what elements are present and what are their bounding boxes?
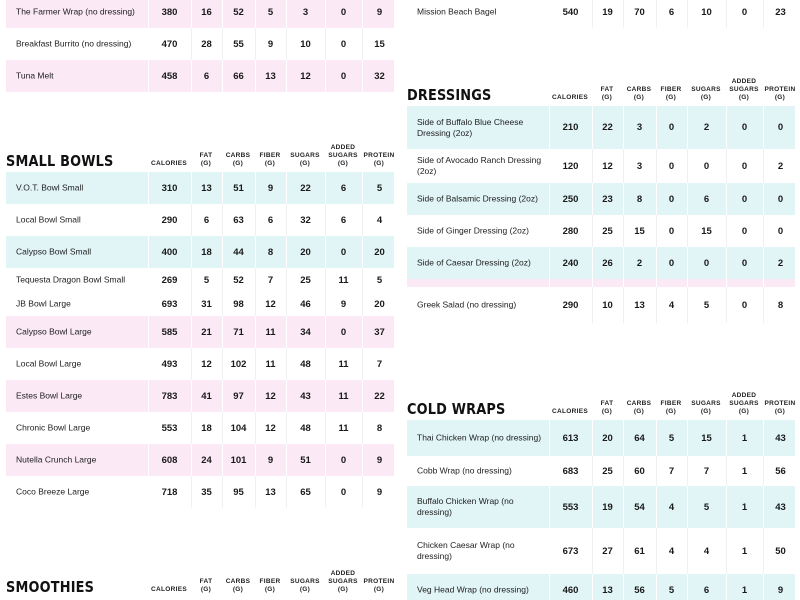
value-added-sugars: 0 xyxy=(726,149,762,183)
table-row xyxy=(407,279,795,287)
value-fiber: 12 xyxy=(255,292,285,316)
value-fiber: 5 xyxy=(255,0,285,28)
smoothies-title: SMOOTHIES xyxy=(6,578,95,596)
value-protein: 43 xyxy=(763,420,797,456)
value-fat: 12 xyxy=(592,149,622,183)
cold-wraps-header xyxy=(407,380,795,420)
value-fat: 26 xyxy=(592,247,622,279)
value-calories: 280 xyxy=(549,215,591,247)
table-row xyxy=(407,287,795,323)
value-protein: 15 xyxy=(362,28,396,60)
value-carbs: 54 xyxy=(623,486,655,528)
value-protein: 8 xyxy=(763,287,797,323)
value-fiber: 0 xyxy=(656,183,686,215)
item-name: Chronic Bowl Large xyxy=(16,422,91,433)
value-protein: 37 xyxy=(362,316,396,348)
column-header-protein: PROTEIN (G) xyxy=(363,578,395,593)
value-protein: 9 xyxy=(362,476,396,508)
value-fiber: 0 xyxy=(656,106,686,149)
column-header-sugars: SUGARS (G) xyxy=(691,86,721,101)
column-header-carbs: CARBS (G) xyxy=(626,86,652,101)
value-carbs: 64 xyxy=(623,420,655,456)
item-name: Coco Breeze Large xyxy=(16,486,90,497)
table-row xyxy=(407,247,795,279)
value-added-sugars: 0 xyxy=(726,106,762,149)
value-sugars: 48 xyxy=(286,348,324,380)
value-calories: 553 xyxy=(549,486,591,528)
value-fat: 12 xyxy=(191,348,221,380)
value-carbs: 61 xyxy=(623,528,655,574)
value-sugars: 12 xyxy=(286,60,324,92)
value-protein: 50 xyxy=(763,528,797,574)
value-protein: 2 xyxy=(763,247,797,279)
value-fat: 19 xyxy=(592,0,622,28)
table-row xyxy=(6,172,394,204)
column-header-fat: FAT (G) xyxy=(199,152,213,167)
small-bowls-title: SMALL BOWLS xyxy=(6,152,114,170)
value-calories: 693 xyxy=(148,292,190,316)
column-header-fat: FAT (G) xyxy=(199,578,213,593)
column-header-carbs: CARBS (G) xyxy=(225,578,251,593)
item-name: The Farmer Wrap (no dressing) xyxy=(16,6,135,17)
value-added-sugars xyxy=(726,279,762,287)
value-calories: 400 xyxy=(148,236,190,268)
column-header-added-sugars: ADDED SUGARS (G) xyxy=(328,570,358,593)
item-name: Local Bowl Small xyxy=(16,214,81,225)
value-fiber: 12 xyxy=(255,380,285,412)
table-row xyxy=(407,574,795,600)
value-protein: 7 xyxy=(362,348,396,380)
item-name: Side of Caesar Dressing (2oz) xyxy=(417,257,531,268)
value-fiber: 11 xyxy=(255,316,285,348)
value-carbs: 44 xyxy=(222,236,254,268)
value-added-sugars: 0 xyxy=(726,287,762,323)
value-fiber: 8 xyxy=(255,236,285,268)
item-name: Local Bowl Large xyxy=(16,358,82,369)
value-carbs: 8 xyxy=(623,183,655,215)
value-calories: 783 xyxy=(148,380,190,412)
item-name: Side of Balsamic Dressing (2oz) xyxy=(417,193,538,204)
value-sugars: 6 xyxy=(687,574,725,600)
value-carbs: 60 xyxy=(623,456,655,486)
value-fiber: 7 xyxy=(656,456,686,486)
value-protein: 5 xyxy=(362,268,396,292)
value-sugars: 6 xyxy=(687,183,725,215)
table-row xyxy=(6,476,394,508)
item-name: Nutella Crunch Large xyxy=(16,454,97,465)
value-carbs: 104 xyxy=(222,412,254,444)
value-carbs xyxy=(623,279,655,287)
table-row xyxy=(6,292,394,316)
column-header-protein: PROTEIN (G) xyxy=(363,152,395,167)
value-added-sugars: 0 xyxy=(325,0,361,28)
column-header-calories: CALORIES xyxy=(151,160,187,167)
value-fat: 28 xyxy=(191,28,221,60)
value-calories: 718 xyxy=(148,476,190,508)
column-header-added-sugars: ADDED SUGARS (G) xyxy=(729,78,759,101)
column-header-sugars: SUGARS (G) xyxy=(290,152,320,167)
value-fiber: 5 xyxy=(656,574,686,600)
value-fiber: 7 xyxy=(255,268,285,292)
column-header-calories: CALORIES xyxy=(151,586,187,593)
value-added-sugars: 11 xyxy=(325,380,361,412)
dressings-title: DRESSINGS xyxy=(407,86,492,104)
value-fat: 20 xyxy=(592,420,622,456)
value-fat: 41 xyxy=(191,380,221,412)
value-fat: 23 xyxy=(592,183,622,215)
value-sugars: 15 xyxy=(687,420,725,456)
value-carbs: 55 xyxy=(222,28,254,60)
value-protein: 23 xyxy=(763,0,797,28)
value-fat xyxy=(592,279,622,287)
column-header-sugars: SUGARS (G) xyxy=(290,578,320,593)
value-fiber: 9 xyxy=(255,444,285,476)
column-header-carbs: CARBS (G) xyxy=(626,400,652,415)
value-sugars: 48 xyxy=(286,412,324,444)
value-fiber: 0 xyxy=(656,149,686,183)
value-carbs: 98 xyxy=(222,292,254,316)
item-name: Breakfast Burrito (no dressing) xyxy=(16,38,132,49)
value-fat: 27 xyxy=(592,528,622,574)
value-calories: 290 xyxy=(549,287,591,323)
value-sugars: 4 xyxy=(687,528,725,574)
value-calories: 210 xyxy=(549,106,591,149)
column-header-sugars: SUGARS (G) xyxy=(691,400,721,415)
value-protein: 5 xyxy=(362,172,396,204)
table-row xyxy=(6,268,394,292)
column-header-protein: PROTEIN (G) xyxy=(764,400,796,415)
item-name: Buffalo Chicken Wrap (no dressing) xyxy=(417,496,514,517)
value-carbs: 66 xyxy=(222,60,254,92)
value-protein xyxy=(763,279,797,287)
column-header-added-sugars: ADDED SUGARS (G) xyxy=(729,392,759,415)
column-header-added-sugars: ADDED SUGARS (G) xyxy=(328,144,358,167)
value-calories: 250 xyxy=(549,183,591,215)
value-fat: 25 xyxy=(592,215,622,247)
value-calories: 470 xyxy=(148,28,190,60)
table-row xyxy=(6,348,394,380)
value-fat: 6 xyxy=(191,60,221,92)
value-fat: 19 xyxy=(592,486,622,528)
table-row xyxy=(407,183,795,215)
value-added-sugars: 0 xyxy=(726,215,762,247)
cold-wraps-title: COLD WRAPS xyxy=(407,400,506,418)
table-row xyxy=(407,486,795,528)
value-fiber: 13 xyxy=(255,60,285,92)
value-sugars: 46 xyxy=(286,292,324,316)
table-row xyxy=(407,420,795,456)
value-sugars: 65 xyxy=(286,476,324,508)
value-sugars: 5 xyxy=(687,287,725,323)
value-carbs: 97 xyxy=(222,380,254,412)
value-added-sugars: 0 xyxy=(726,247,762,279)
item-name: JB Bowl Large xyxy=(16,298,71,309)
value-carbs: 63 xyxy=(222,204,254,236)
value-sugars: 7 xyxy=(687,456,725,486)
value-protein: 20 xyxy=(362,292,396,316)
value-fiber: 5 xyxy=(656,420,686,456)
value-added-sugars: 6 xyxy=(325,204,361,236)
value-protein: 9 xyxy=(763,574,797,600)
value-carbs: 51 xyxy=(222,172,254,204)
value-carbs: 3 xyxy=(623,106,655,149)
item-name: Estes Bowl Large xyxy=(16,390,83,401)
value-calories: 460 xyxy=(549,574,591,600)
value-calories xyxy=(549,279,591,287)
item-name: Chicken Caesar Wrap (no dressing) xyxy=(417,540,515,561)
value-sugars: 0 xyxy=(687,149,725,183)
table-row xyxy=(6,0,394,28)
value-fat: 13 xyxy=(592,574,622,600)
item-name: Calypso Bowl Small xyxy=(16,246,92,257)
value-carbs: 3 xyxy=(623,149,655,183)
value-carbs: 70 xyxy=(623,0,655,28)
value-added-sugars: 0 xyxy=(325,60,361,92)
value-protein: 9 xyxy=(362,444,396,476)
value-fiber: 4 xyxy=(656,287,686,323)
value-sugars: 32 xyxy=(286,204,324,236)
value-carbs: 13 xyxy=(623,287,655,323)
value-calories: 269 xyxy=(148,268,190,292)
column-header-fiber: FIBER (G) xyxy=(259,152,281,167)
value-protein: 0 xyxy=(763,215,797,247)
value-protein: 8 xyxy=(362,412,396,444)
table-row xyxy=(407,456,795,486)
value-fat: 6 xyxy=(191,204,221,236)
value-fiber: 6 xyxy=(255,204,285,236)
value-carbs: 15 xyxy=(623,215,655,247)
value-calories: 608 xyxy=(148,444,190,476)
table-row xyxy=(407,106,795,149)
column-header-calories: CALORIES xyxy=(552,94,588,101)
value-sugars: 5 xyxy=(687,486,725,528)
value-fiber: 11 xyxy=(255,348,285,380)
value-carbs: 2 xyxy=(623,247,655,279)
value-carbs: 102 xyxy=(222,348,254,380)
value-protein: 43 xyxy=(763,486,797,528)
right-top-rows xyxy=(407,0,795,28)
cold-wraps-section xyxy=(407,380,795,600)
value-fat: 25 xyxy=(592,456,622,486)
column-header-fiber: FIBER (G) xyxy=(660,86,682,101)
item-name: Greek Salad (no dressing) xyxy=(417,299,517,310)
value-calories: 380 xyxy=(148,0,190,28)
value-sugars: 10 xyxy=(687,0,725,28)
column-header-fat: FAT (G) xyxy=(600,86,614,101)
value-protein: 0 xyxy=(763,183,797,215)
value-fat: 24 xyxy=(191,444,221,476)
value-sugars: 0 xyxy=(687,247,725,279)
value-fat: 13 xyxy=(191,172,221,204)
value-carbs: 52 xyxy=(222,268,254,292)
smoothies-section xyxy=(6,558,394,598)
item-name: Side of Ginger Dressing (2oz) xyxy=(417,225,529,236)
value-added-sugars: 0 xyxy=(325,444,361,476)
value-calories: 310 xyxy=(148,172,190,204)
left-top-rows xyxy=(6,0,394,92)
value-fiber: 9 xyxy=(255,172,285,204)
value-added-sugars: 11 xyxy=(325,268,361,292)
value-added-sugars: 0 xyxy=(726,0,762,28)
value-added-sugars: 9 xyxy=(325,292,361,316)
value-fiber: 0 xyxy=(656,215,686,247)
item-name: Mission Beach Bagel xyxy=(417,6,497,17)
value-fat: 31 xyxy=(191,292,221,316)
value-sugars: 43 xyxy=(286,380,324,412)
item-name: Side of Buffalo Blue Cheese Dressing (2oz) xyxy=(417,116,524,138)
column-header-fiber: FIBER (G) xyxy=(660,400,682,415)
dressings-section xyxy=(407,66,795,323)
item-name: Tuna Melt xyxy=(16,70,54,81)
value-fiber: 12 xyxy=(255,412,285,444)
value-sugars: 3 xyxy=(286,0,324,28)
item-name: Calypso Bowl Large xyxy=(16,326,92,337)
value-carbs: 56 xyxy=(623,574,655,600)
value-fat: 35 xyxy=(191,476,221,508)
dressings-header xyxy=(407,66,795,106)
value-protein: 0 xyxy=(763,106,797,149)
small-bowls-header xyxy=(6,132,394,172)
item-name: Thai Chicken Wrap (no dressing) xyxy=(417,432,542,443)
table-row xyxy=(6,316,394,348)
column-header-calories: CALORIES xyxy=(552,408,588,415)
value-calories: 240 xyxy=(549,247,591,279)
value-fiber: 6 xyxy=(656,0,686,28)
value-calories: 585 xyxy=(148,316,190,348)
table-row xyxy=(6,60,394,92)
value-sugars xyxy=(687,279,725,287)
table-row xyxy=(407,528,795,574)
value-calories: 458 xyxy=(148,60,190,92)
value-sugars: 34 xyxy=(286,316,324,348)
column-header-protein: PROTEIN (G) xyxy=(764,86,796,101)
table-row xyxy=(6,380,394,412)
value-protein: 4 xyxy=(362,204,396,236)
value-sugars: 22 xyxy=(286,172,324,204)
table-row xyxy=(6,204,394,236)
value-fat: 22 xyxy=(592,106,622,149)
value-added-sugars: 0 xyxy=(325,236,361,268)
value-calories: 673 xyxy=(549,528,591,574)
table-row xyxy=(407,215,795,247)
table-row xyxy=(6,236,394,268)
value-protein: 56 xyxy=(763,456,797,486)
item-name: Cobb Wrap (no dressing) xyxy=(417,465,512,476)
value-added-sugars: 1 xyxy=(726,456,762,486)
table-row xyxy=(6,412,394,444)
value-carbs: 52 xyxy=(222,0,254,28)
small-bowls-section xyxy=(6,132,394,508)
value-calories: 120 xyxy=(549,149,591,183)
smoothies-header xyxy=(6,558,394,598)
table-row xyxy=(6,444,394,476)
value-protein: 32 xyxy=(362,60,396,92)
value-calories: 290 xyxy=(148,204,190,236)
value-fiber: 4 xyxy=(656,528,686,574)
value-carbs: 101 xyxy=(222,444,254,476)
value-fiber: 0 xyxy=(656,247,686,279)
value-sugars: 10 xyxy=(286,28,324,60)
value-fat: 21 xyxy=(191,316,221,348)
item-name: Veg Head Wrap (no dressing) xyxy=(417,584,529,595)
value-calories: 613 xyxy=(549,420,591,456)
item-name: Tequesta Dragon Bowl Small xyxy=(16,274,126,285)
value-fat: 18 xyxy=(191,236,221,268)
column-header-fiber: FIBER (G) xyxy=(259,578,281,593)
value-protein: 9 xyxy=(362,0,396,28)
value-added-sugars: 11 xyxy=(325,348,361,380)
value-fat: 10 xyxy=(592,287,622,323)
value-added-sugars: 0 xyxy=(325,28,361,60)
value-sugars: 25 xyxy=(286,268,324,292)
value-fat: 18 xyxy=(191,412,221,444)
value-added-sugars: 0 xyxy=(726,183,762,215)
value-added-sugars: 0 xyxy=(325,316,361,348)
value-sugars: 15 xyxy=(687,215,725,247)
value-fat: 5 xyxy=(191,268,221,292)
table-row xyxy=(6,28,394,60)
column-header-fat: FAT (G) xyxy=(600,400,614,415)
value-protein: 22 xyxy=(362,380,396,412)
table-row xyxy=(407,0,795,28)
value-fiber xyxy=(656,279,686,287)
value-calories: 540 xyxy=(549,0,591,28)
value-added-sugars: 11 xyxy=(325,412,361,444)
value-sugars: 20 xyxy=(286,236,324,268)
table-row xyxy=(407,149,795,183)
value-added-sugars: 1 xyxy=(726,528,762,574)
value-sugars: 51 xyxy=(286,444,324,476)
value-added-sugars: 0 xyxy=(325,476,361,508)
value-added-sugars: 1 xyxy=(726,574,762,600)
value-added-sugars: 1 xyxy=(726,486,762,528)
value-added-sugars: 6 xyxy=(325,172,361,204)
item-name: V.O.T. Bowl Small xyxy=(16,182,84,193)
value-carbs: 95 xyxy=(222,476,254,508)
value-added-sugars: 1 xyxy=(726,420,762,456)
value-carbs: 71 xyxy=(222,316,254,348)
value-fiber: 4 xyxy=(656,486,686,528)
value-protein: 2 xyxy=(763,149,797,183)
value-calories: 553 xyxy=(148,412,190,444)
value-calories: 683 xyxy=(549,456,591,486)
item-name: Side of Avocado Ranch Dressing (2oz) xyxy=(417,155,542,176)
value-sugars: 2 xyxy=(687,106,725,149)
column-header-carbs: CARBS (G) xyxy=(225,152,251,167)
value-calories: 493 xyxy=(148,348,190,380)
value-fiber: 13 xyxy=(255,476,285,508)
value-fiber: 9 xyxy=(255,28,285,60)
value-fat: 16 xyxy=(191,0,221,28)
value-protein: 20 xyxy=(362,236,396,268)
